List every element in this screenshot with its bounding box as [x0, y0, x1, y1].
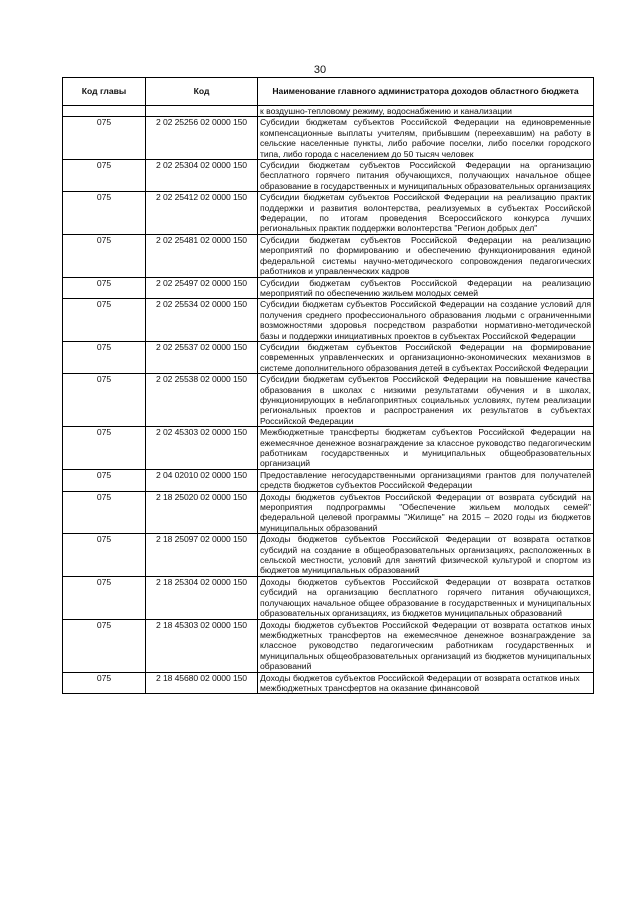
table-row: [63, 469, 594, 491]
page-number: 30: [313, 64, 327, 76]
revenue-code-cell: 2 18 45303 02 0000 150: [146, 619, 258, 672]
header-code: Код: [146, 78, 258, 106]
revenue-name-cell: Предоставление негосударственными организациями грантов для получателей средств бюджетов субъектов Российской Федерации: [258, 469, 594, 491]
chapter-code-cell: 075: [63, 576, 146, 619]
chapter-code-cell: 075: [63, 117, 146, 160]
chapter-code-cell: 075: [63, 192, 146, 235]
chapter-code-cell: 075: [63, 160, 146, 192]
table-row: [63, 234, 594, 277]
revenue-name-cell: Субсидии бюджетам субъектов Российской Федерации на формирование современных управленческих и организационно-экономических механизмов в системе дополнительного образования детей в субъектах Российской Федерации: [258, 341, 594, 373]
chapter-code-cell: 075: [63, 341, 146, 373]
continuation-empty-cell: [63, 106, 146, 117]
table-row: [63, 534, 594, 577]
chapter-code-cell: 075: [63, 619, 146, 672]
revenue-name-cell: Доходы бюджетов субъектов Российской Федерации от возврата остатков иных межбюджетных трансфертов на оказание финансовой: [258, 672, 594, 694]
budget-revenue-table: [62, 77, 594, 694]
table-row: [63, 619, 594, 672]
chapter-code-cell: 075: [63, 299, 146, 342]
chapter-code-cell: 075: [63, 672, 146, 694]
revenue-code-cell: 2 02 25481 02 0000 150: [146, 234, 258, 277]
revenue-name-cell: Субсидии бюджетам субъектов Российской Федерации на организацию бесплатного горячего питания обучающихся, получающих начальное общее образование в государственных и муниципальных образовательных организациях: [258, 160, 594, 192]
chapter-code-cell: 075: [63, 234, 146, 277]
table-row: [63, 341, 594, 373]
revenue-name-cell: Субсидии бюджетам субъектов Российской Федерации на создание условий для получения среднего профессионального образования людьми с ограниченными возможностями здоровья посредством разработки нормативно-методической базы и поддержки инициативных проектов в субъектах Российской Федерации: [258, 299, 594, 342]
revenue-code-cell: 2 02 25412 02 0000 150: [146, 192, 258, 235]
table-row: [63, 192, 594, 235]
revenue-code-cell: 2 02 25534 02 0000 150: [146, 299, 258, 342]
revenue-code-cell: 2 18 45680 02 0000 150: [146, 672, 258, 694]
revenue-code-cell: 2 18 25304 02 0000 150: [146, 576, 258, 619]
table-row: [63, 160, 594, 192]
revenue-code-cell: 2 02 25538 02 0000 150: [146, 374, 258, 427]
table-header-row: [63, 78, 594, 106]
revenue-code-cell: 2 18 25097 02 0000 150: [146, 534, 258, 577]
revenue-name-cell: Доходы бюджетов субъектов Российской Федерации от возврата субсидий на мероприятия подпрограммы "Обеспечение жильем молодых семей" федеральной целевой программы "Жилище" на 2015 – 2020 годы из бюджетов муниципальных образований: [258, 491, 594, 534]
table-body: [63, 106, 594, 694]
chapter-code-cell: 075: [63, 427, 146, 470]
continuation-text: к воздушно-тепловому режиму, водоснабжению и канализации: [258, 106, 594, 117]
table-row: [63, 277, 594, 299]
revenue-name-cell: Субсидии бюджетам субъектов Российской Федерации на реализацию мероприятий по формированию и обеспечению функционирования единой федеральной системы научно-методического сопровождения педагогических работников и управленческих кадров: [258, 234, 594, 277]
revenue-name-cell: Субсидии бюджетам субъектов Российской Федерации на реализацию практик поддержки и развития волонтерства, реализуемых в субъектах Российской Федерации, по итогам проведения Всероссийского конкурса лучших региональных практик поддержки волонтерства "Регион добрых дел": [258, 192, 594, 235]
revenue-name-cell: Доходы бюджетов субъектов Российской Федерации от возврата остатков субсидий на организацию бесплатного горячего питания обучающихся, получающих начальное общее образование в государственных и муниципальных образовательных организациях, из бюджетов муниципальных образований: [258, 576, 594, 619]
revenue-code-cell: 2 04 02010 02 0000 150: [146, 469, 258, 491]
table-row: [63, 427, 594, 470]
revenue-name-cell: Межбюджетные трансферты бюджетам субъектов Российской Федерации на ежемесячное денежное вознаграждение за классное руководство педагогическим работникам государственных и муниципальных общеобразовательных организаций: [258, 427, 594, 470]
table-row: [63, 117, 594, 160]
table-row: [63, 576, 594, 619]
header-administrator-name: Наименование главного администратора доходов областного бюджета: [258, 78, 594, 106]
revenue-code-cell: 2 02 25256 02 0000 150: [146, 117, 258, 160]
chapter-code-cell: 075: [63, 374, 146, 427]
revenue-name-cell: Доходы бюджетов субъектов Российской Федерации от возврата остатков иных межбюджетных трансфертов на ежемесячное денежное вознаграждение за классное руководство педагогическим работникам государственных и муниципальных общеобразовательных организаций из бюджетов муниципальных образований: [258, 619, 594, 672]
revenue-code-cell: 2 02 25497 02 0000 150: [146, 277, 258, 299]
continuation-empty-cell: [146, 106, 258, 117]
chapter-code-cell: 075: [63, 534, 146, 577]
revenue-code-cell: 2 02 25537 02 0000 150: [146, 341, 258, 373]
revenue-name-cell: Доходы бюджетов субъектов Российской Федерации от возврата остатков субсидий на создание в общеобразовательных организациях, расположенных в сельской местности, условий для занятий физической культурой и спортом из бюджетов муниципальных образований: [258, 534, 594, 577]
chapter-code-cell: 075: [63, 277, 146, 299]
table-row: [63, 491, 594, 534]
chapter-code-cell: 075: [63, 469, 146, 491]
table-row: [63, 299, 594, 342]
revenue-code-cell: 2 18 25020 02 0000 150: [146, 491, 258, 534]
revenue-code-cell: 2 02 45303 02 0000 150: [146, 427, 258, 470]
header-chapter-code: Код главы: [63, 78, 146, 106]
revenue-name-cell: Субсидии бюджетам субъектов Российской Федерации на реализацию мероприятий по обеспечению жильем молодых семей: [258, 277, 594, 299]
table-row: [63, 374, 594, 427]
revenue-code-cell: 2 02 25304 02 0000 150: [146, 160, 258, 192]
chapter-code-cell: 075: [63, 491, 146, 534]
continuation-row: [63, 106, 594, 117]
table-row: [63, 672, 594, 694]
revenue-name-cell: Субсидии бюджетам субъектов Российской Федерации на повышение качества образования в школах с низкими результатами обучения и в школах, функционирующих в неблагоприятных социальных условиях, путем реализации региональных проектов и распространения их результатов в субъектах Российской Федерации: [258, 374, 594, 427]
revenue-name-cell: Субсидии бюджетам субъектов Российской Федерации на единовременные компенсационные выплаты учителям, прибывшим (переехавшим) на работу в сельские населенные пункты, либо рабочие поселки, либо поселки городского типа, либо города с населением до 50 тысяч человек: [258, 117, 594, 160]
